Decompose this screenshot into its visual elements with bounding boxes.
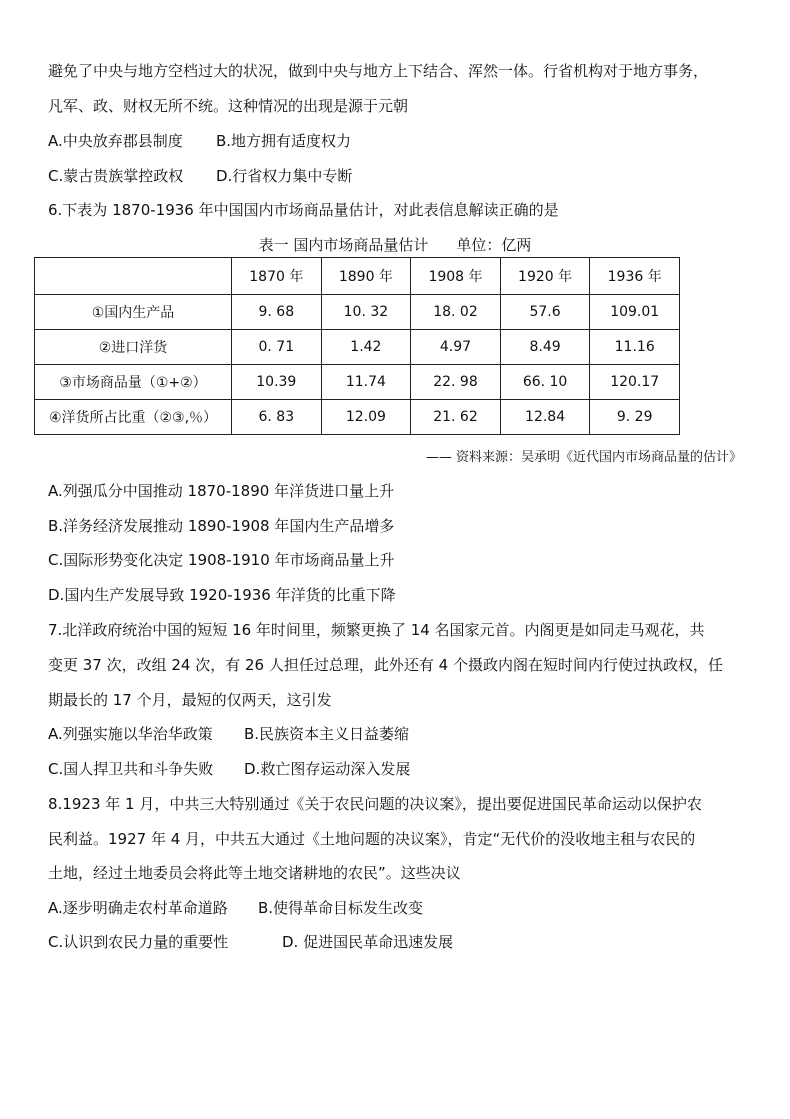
q5-stem-line-1: 避免了中央与地方空档过大的状况，做到中央与地方上下结合、浑然一体。行省机构对于地方事务，: [48, 62, 709, 80]
q8-option-d: D. 促进国民革命迅速发展: [282, 933, 454, 951]
q6-stem: 6.下表为 1870-1936 年中国国内市场商品量估计，对此表信息解读正确的是: [48, 201, 559, 219]
table-source: —— 资料来源：吴承明《近代国内市场商品量的估计》: [425, 450, 742, 465]
table-cell: 12.84: [500, 400, 590, 435]
q7-option-b: B.民族资本主义日益萎缩: [244, 725, 410, 743]
year-header: 1936 年: [590, 258, 680, 295]
q5-option-b: B.地方拥有适度权力: [216, 132, 352, 150]
table-row: [35, 330, 680, 365]
table-cell: 0. 71: [232, 330, 322, 365]
table-cell: 120.17: [590, 365, 680, 400]
q6-option-a: A.列强瓜分中国推动 1870-1890 年洋货进口量上升: [48, 482, 395, 500]
q8-option-c: C.认识到农民力量的重要性: [48, 933, 229, 951]
q5-stem-line-2: 凡军、政、财权无所不统。这种情况的出现是源于元朝: [48, 97, 409, 115]
year-header: 1908 年: [411, 258, 501, 295]
q6-option-d: D.国内生产发展导致 1920-1936 年洋货的比重下降: [48, 586, 396, 604]
table-cell: 10. 32: [321, 295, 411, 330]
table-cell: 9. 29: [590, 400, 680, 435]
q7-option-c: C.国人捍卫共和斗争失败: [48, 760, 214, 778]
table-header-row: [35, 258, 680, 295]
table-cell: 57.6: [500, 295, 590, 330]
table-title: 表一 国内市场商品量估计: [258, 236, 429, 254]
table-row: [35, 295, 680, 330]
table-cell: 10.39: [232, 365, 322, 400]
table-cell: 21. 62: [411, 400, 501, 435]
row-label: ③市场商品量（①+②）: [35, 365, 232, 400]
year-header: 1870 年: [232, 258, 322, 295]
table-cell: 66. 10: [500, 365, 590, 400]
q7-option-d: D.救亡图存运动深入发展: [244, 760, 411, 778]
table-cell: 11.74: [321, 365, 411, 400]
table-cell: 1.42: [321, 330, 411, 365]
row-label: ④洋货所占比重（②③,％）: [35, 400, 232, 435]
table-caption: [0, 234, 790, 255]
table-row: [35, 365, 680, 400]
q8-option-b: B.使得革命目标发生改变: [258, 899, 424, 917]
q6-option-c: C.国际形势变化决定 1908-1910 年市场商品量上升: [48, 551, 395, 569]
table-cell: 109.01: [590, 295, 680, 330]
q8-stem-line-1: 8.1923 年 1 月，中共三大特别通过《关于农民问题的决议案》，提出要促进国民革命运动以保护农: [48, 795, 702, 813]
year-header: 1920 年: [500, 258, 590, 295]
q5-option-a: A.中央放弃郡县制度: [48, 132, 183, 150]
table-corner-cell: [35, 258, 232, 295]
year-header: 1890 年: [321, 258, 411, 295]
table-cell: 4.97: [411, 330, 501, 365]
row-label: ②进口洋货: [35, 330, 232, 365]
table-cell: 6. 83: [232, 400, 322, 435]
market-goods-table: [34, 257, 680, 435]
table-row: [35, 400, 680, 435]
q6-option-b: B.洋务经济发展推动 1890-1908 年国内生产品增多: [48, 517, 395, 535]
q8-stem-line-3: 土地，经过土地委员会将此等土地交诸耕地的农民”。这些决议: [48, 864, 461, 882]
table-cell: 12.09: [321, 400, 411, 435]
row-label: ①国内生产品: [35, 295, 232, 330]
q8-option-a: A.逐步明确走农村革命道路: [48, 899, 228, 917]
q7-stem-line-1: 7.北洋政府统治中国的短短 16 年时间里，频繁更换了 14 名国家元首。内阁更是如同走马观花，共: [48, 621, 705, 639]
q7-stem-line-2: 变更 37 次，改组 24 次，有 26 人担任过总理，此外还有 4 个摄政内阁在短时间内行使过执政权，任: [48, 656, 723, 674]
table-cell: 11.16: [590, 330, 680, 365]
table-cell: 8.49: [500, 330, 590, 365]
q7-stem-line-3: 期最长的 17 个月，最短的仅两天，这引发: [48, 691, 332, 709]
q5-option-d: D.行省权力集中专断: [216, 167, 353, 185]
table-cell: 22. 98: [411, 365, 501, 400]
table-unit: 单位：亿两: [456, 236, 532, 254]
q5-option-c: C.蒙古贵族掌控政权: [48, 167, 184, 185]
table-cell: 18. 02: [411, 295, 501, 330]
table-cell: 9. 68: [232, 295, 322, 330]
q7-option-a: A.列强实施以华治华政策: [48, 725, 213, 743]
q8-stem-line-2: 民利益。1927 年 4 月，中共五大通过《土地问题的决议案》，肯定“无代价的没收地主租与农民的: [48, 830, 696, 848]
